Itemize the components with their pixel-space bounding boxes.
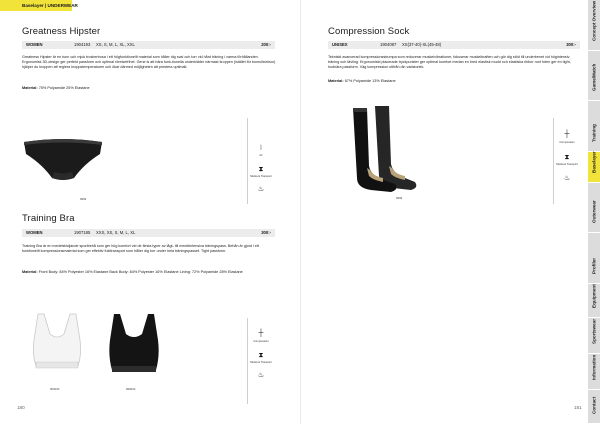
tab-label: Outerwear [591,200,597,223]
tab-training[interactable] [588,101,600,152]
tab-concept-overview[interactable] [588,0,600,51]
wash-40-icon: ♨ [257,372,265,379]
material-label: Material: [22,86,38,90]
page-gutter [300,0,301,424]
product-material-hipster [22,86,277,91]
product-info-bar-hipster [22,41,275,49]
bra-white-product-image [28,310,86,380]
material-value: Front Body: 84% Polyester 16% Elastane Back Body: 84% Polyester 16% Elastane Lining: 72% Polyamide 28% Elastane [38,270,243,274]
product-code: 1907185 [74,230,91,235]
product-title-bra: Training Bra [22,213,75,224]
tab-sportswear[interactable] [588,318,600,354]
product-title-sock: Compression Sock [328,26,410,37]
compression-icon: ┼ [564,131,570,138]
sku-bra-white: 900000 [50,387,60,391]
material-value: 75% Polyamide 25% Elastane [38,86,90,90]
feature-label: Moisture Transport [556,163,578,166]
page-number-left: 180 [17,405,25,410]
product-gender: UNISEX [332,42,348,47]
feature-label: Air [259,154,263,157]
compression-icon: ┼ [258,330,264,337]
moisture-transport-icon: ⧗ [258,352,264,359]
tab-profiler[interactable] [588,233,600,284]
product-sizes: XS(37-40)-XL(45-48) [402,42,442,47]
tab-information[interactable] [588,354,600,390]
tab-contact[interactable] [588,390,600,424]
product-info-bar-bra [22,229,275,237]
feature-divider [553,118,554,204]
product-code: 1904193 [74,42,91,47]
tab-label: Contact [591,396,597,414]
material-value: 67% Polyamide 13% Elastane [344,79,396,83]
hipster-product-image [18,130,108,190]
page-number-right: 181 [574,405,582,410]
product-gender: WOMEN [26,230,43,235]
material-label: Material: [22,270,38,274]
breathable-icon: ⦚ [260,145,262,152]
sock-product-image [345,104,425,196]
tab-label: Concept Overview [591,0,597,41]
tab-label: Baselayer [591,151,597,173]
sku-bra-black: 999000 [126,387,136,391]
product-price: 200:- [261,42,271,47]
tab-label: Profiler [591,257,597,274]
moisture-transport-icon: ⧗ [258,166,264,173]
tab-label: Information [591,354,597,380]
bra-black-product-image [102,310,166,382]
section-tabs [588,0,600,424]
wash-60-icon: ♨ [257,186,265,193]
product-info-bar-sock [328,41,580,49]
product-sizes: XS, S, M, L, XL, XXL [96,42,135,47]
product-description-hipster: Greatness Hipster är en tunn och mjuk trosbertrosa i ett högfunktionellt material som håller dig sval och torr vid hård träning i varma förhållanden. Ergonomisk 3D-design ger perfekt passform och optimal rörelsefrihet. Gene is att bära funk-tionella underkläder närmast kroppen (istället för bomullströsor) hjälper du kroppen att reglera kroppstemperaturen och ökar därmed möjligheten att prestera optimalt. [22,55,276,70]
material-label: Material: [328,79,344,83]
feature-divider [247,118,248,204]
product-description-bra: Training Bra är en medelstödjande sportbehå som ger hög komfort vid de flesta typer av lågt- till medelintensiva träningspass. Behån är gjord i ett funktionellt kompressionsmaterial som ger effektiv fukttransport som håller dig torr under hela träningspasset. Tight passform. [22,244,260,254]
moisture-transport-icon: ⧗ [564,154,570,161]
product-description-sock: Tekniskt avancerad kompressionsstrumpa som reducerar muskelvibrationer, fokuserar muskelkraften och gör dig stöd till underbenet vid högintensiv träning och tävling. Ergonomiskt placerade tryckpunkter ger optimal komfort medan en bred elastisk mudd och elastiska ribbor runt foten ger en tight, hudnära passform. Väg kompression utifrån din vadstorlek. [328,55,571,70]
sku-sock: 9999 [396,196,403,200]
product-material-sock [328,79,580,84]
product-sizes: XXS, XS, S, M, L, XL [96,230,136,235]
tab-game-match[interactable] [588,51,600,101]
product-price: 300:- [261,230,271,235]
product-material-bra [22,270,277,275]
sku-hipster: 9999 [80,197,87,201]
tab-label: Training [591,124,597,142]
tab-equipment[interactable] [588,284,600,318]
feature-divider [247,318,248,404]
product-title-hipster: Greatness Hipster [22,26,101,37]
tab-label: Sportswear [591,318,597,344]
feature-label: Moisture Transport [250,175,272,178]
feature-label: Compression [559,141,575,144]
product-code: 1904087 [380,42,397,47]
tab-baselayer[interactable] [588,152,600,183]
wash-40-icon: ♨ [563,175,571,182]
feature-label: Compression [253,340,269,343]
product-price: 300:- [566,42,576,47]
tab-label: Equipment [591,284,597,308]
tab-outerwear[interactable] [588,183,600,233]
tab-label: Game/Match [591,63,597,91]
product-gender: WOMEN [26,42,43,47]
section-tag: Baselayer | UNDERWEAR [0,0,72,11]
feature-label: Moisture Transport [250,361,272,364]
